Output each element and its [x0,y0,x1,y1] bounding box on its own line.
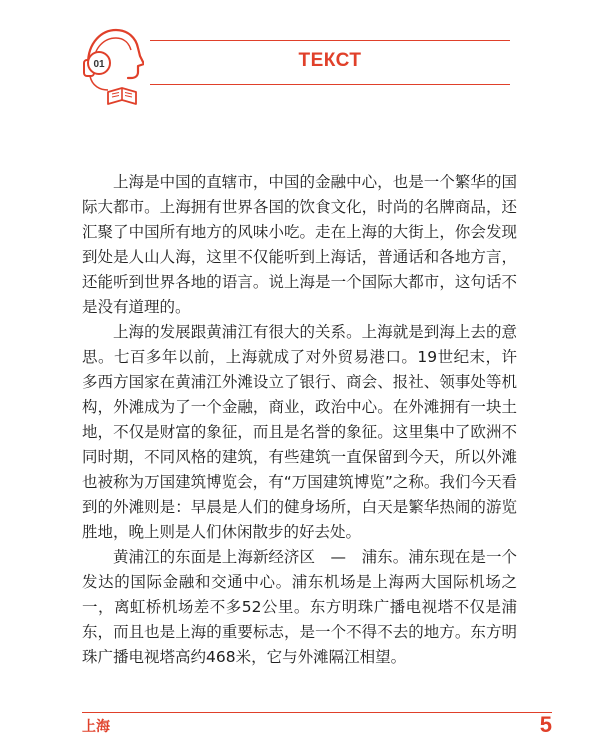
head-headphones-book-icon [82,26,144,106]
lesson-number: 01 [93,59,105,70]
paragraph: 黄浦江的东面是上海新经济区 — 浦东。浦东现在是一个发达的国际金融和交通中心。浦东机场是上海两大国际机场之一，离虹桥机场差不多52公里。东方明珠广播电视塔不仅是浦东，而且也是上海的重要标志，是一个不得不去的地方。东方明珠广播电视塔高约468米，它与外滩隔江相望。 [82,548,517,666]
footer-section-title: 上海 [82,719,110,735]
header-rule-bottom [150,84,510,85]
lesson-icon [82,26,144,106]
paragraph: 上海的发展跟黄浦江有很大的关系。上海就是到海上去的意思。七百多年以前，上海就成了对外贸易港口。19世纪末，许多西方国家在黄浦江外滩设立了银行、商会、报社、领事处等机构，外滩成为了一个金融，商业，政治中心。在外滩拥有一块土地，不仅是财富的象征，而且是名誉的象征。这里集中了欧洲不同时期，不同风格的建筑，有些建筑一直保留到今天，所以外滩也被称为万国建筑博览会，有“万国建筑博览”之称。我们今天看到的外滩则是：早晨是人们的健身场所，白天是繁华热闹的游览胜地，晚上则是人们休闲散步的好去处。 [82,323,517,541]
page-number: 5 [539,712,552,737]
paragraph: 上海是中国的直辖市，中国的金融中心，也是一个繁华的国际大都市。上海拥有世界各国的饮食文化，时尚的名牌商品，还汇聚了中国所有地方的风味小吃。走在上海的大街上，你会发现到处是人山人海，这里不仅能听到上海话，普通话和各地方言，还能听到世界各地的语言。说上海是一个国际大都市，这句话不是没有道理的。 [82,173,517,316]
page-title: ТЕКСТ [298,50,362,71]
header-rule-top [150,40,510,41]
footer-rule [82,712,552,713]
text-body [82,170,517,670]
